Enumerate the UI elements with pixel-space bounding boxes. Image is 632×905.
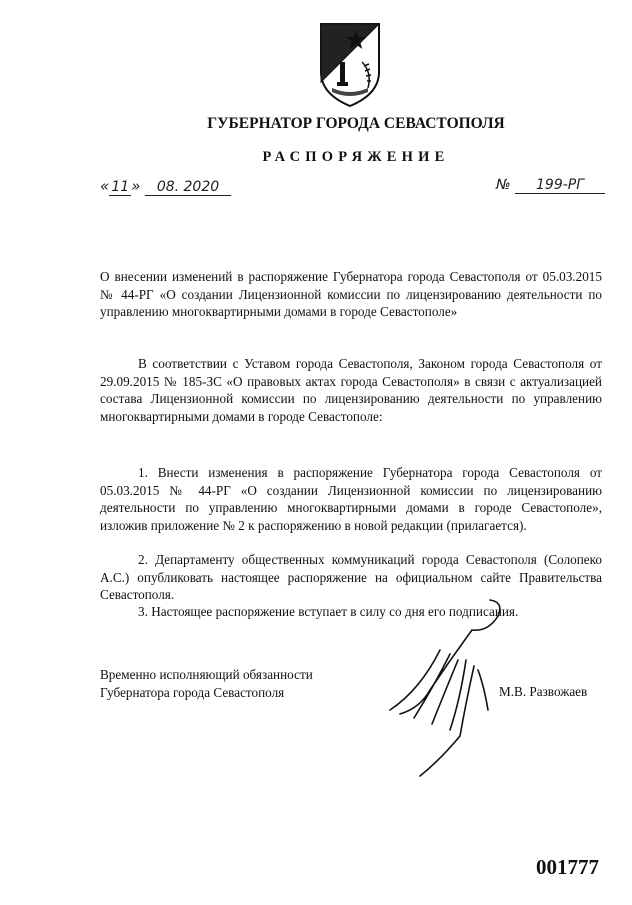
governor-title: ГУБЕРНАТОР ГОРОДА СЕВАСТОПОЛЯ	[207, 115, 505, 132]
date-day: 11	[109, 179, 131, 196]
number-value: 199-РГ	[515, 177, 605, 194]
order-item-1: 1. Внести изменения в распоряжение Губернатора города Севастополя от 05.03.2015 № 44-РГ «О создании Лицензионной комиссии по лицензированию деятельности по управлению многоквартирными домами в городе Севастополе», изложив приложение № 2 к распоряжению в новой редакции (прилагается).	[100, 465, 602, 533]
order-number	[496, 177, 605, 194]
order-item-3: 3. Настоящее распоряжение вступает в силу со дня его подписания.	[138, 604, 519, 619]
date-month-year: 08. 2020	[145, 179, 231, 196]
serial-number: 001777	[536, 855, 599, 879]
signer-role	[100, 666, 313, 702]
signer-role-line-2: Губернатора города Севастополя	[100, 685, 285, 700]
signer-role-line-1: Временно исполняющий обязанности	[100, 667, 313, 682]
sevastopol-coat-of-arms-icon	[318, 22, 382, 108]
preamble-paragraph: В соответствии с Уставом города Севастополя, Законом города Севастополя от 29.09.2015 № 185-ЗС «О правовых актах города Севастополя» в связи с актуализацией состава Лицензионной комиссии по лицензированию деятельности по управлению многоквартирными домами в городе Севастополе:	[100, 356, 602, 424]
document-type-title: РАСПОРЯЖЕНИЕ	[262, 149, 450, 165]
order-date: « 11 » 08. 2020	[100, 177, 231, 196]
number-sign: №	[496, 177, 511, 193]
document-subject: О внесении изменений в распоряжение Губернатора города Севастополя от 05.03.2015 № 44-РГ «О создании Лицензионной комиссии по лицензированию деятельности по управлению многоквартирными домами в городе Севастополе»	[100, 269, 602, 320]
order-item-2: 2. Департаменту общественных коммуникаций города Севастополя (Солопеко А.С.) опубликовать настоящее распоряжение на официальном сайте Правительства Севастополя.	[100, 552, 602, 603]
signer-name: М.В. Развожаев	[499, 684, 588, 699]
